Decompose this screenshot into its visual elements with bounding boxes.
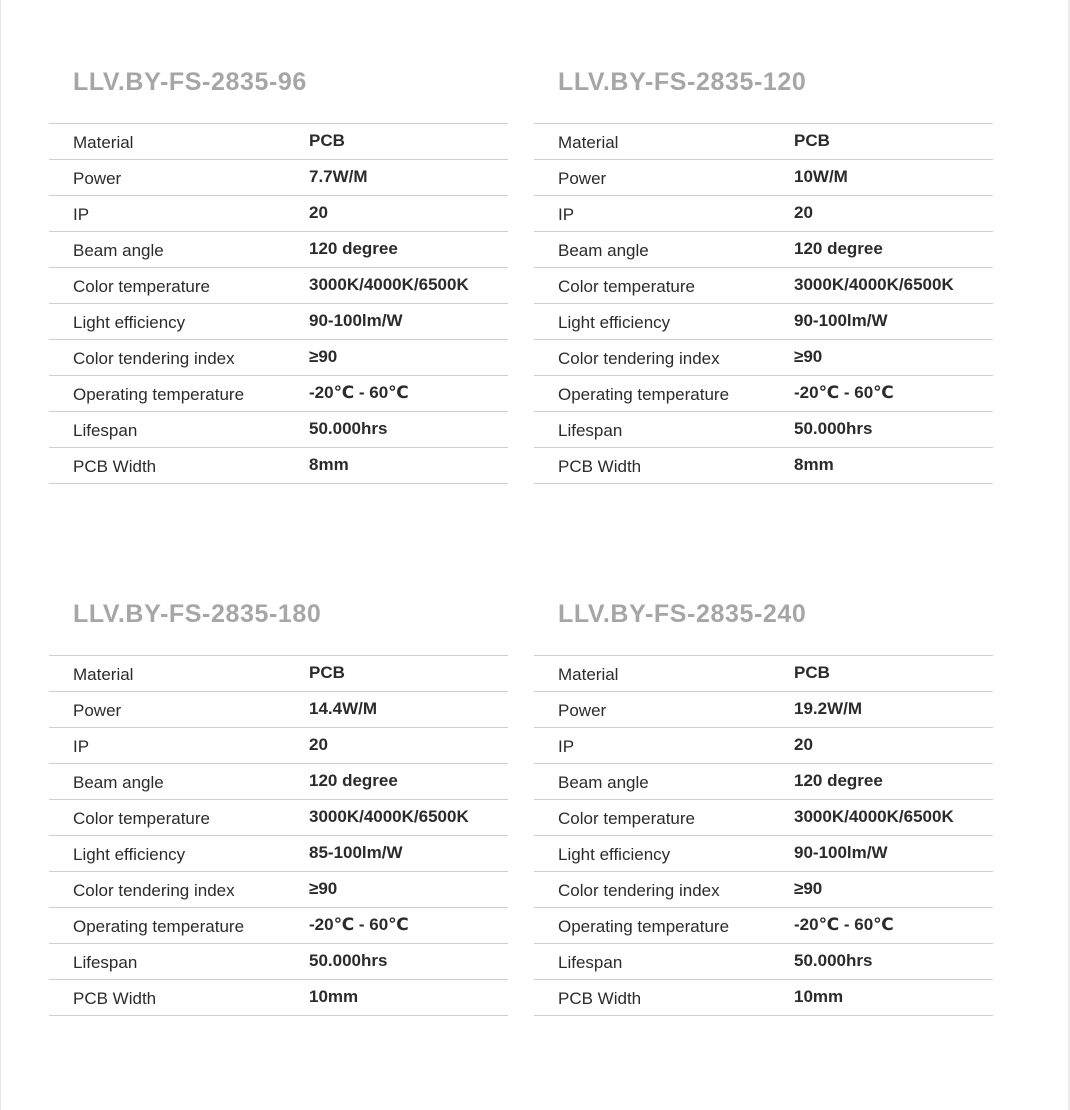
spec-row-lifespan	[49, 944, 508, 980]
spec-label: Beam angle	[73, 240, 164, 260]
spec-label: IP	[73, 736, 90, 756]
spec-label: Light efficiency	[73, 312, 186, 332]
spec-label: Light efficiency	[73, 844, 186, 864]
spec-row-pcb-width	[49, 980, 508, 1016]
spec-row-color-index	[534, 340, 993, 376]
spec-label: Lifespan	[73, 420, 138, 440]
spec-label: Color tendering index	[558, 348, 720, 368]
spec-row-power	[534, 160, 993, 196]
spec-label: Light efficiency	[558, 844, 671, 864]
spec-value: ≥90	[309, 878, 338, 898]
spec-label: Color temperature	[558, 276, 696, 296]
spec-label: Color temperature	[558, 808, 696, 828]
spec-value: 10mm	[309, 986, 359, 1006]
spec-value: 8mm	[309, 454, 349, 474]
spec-label: Color tendering index	[73, 348, 235, 368]
spec-value: PCB	[794, 662, 830, 682]
spec-value: PCB	[794, 130, 830, 150]
spec-value: 7.7W/M	[309, 166, 368, 186]
spec-row-pcb-width	[534, 448, 993, 484]
spec-value: 3000K/4000K/6500K	[309, 274, 469, 294]
spec-label: Color temperature	[73, 808, 211, 828]
spec-label: Material	[73, 132, 134, 152]
spec-label: Beam angle	[558, 240, 649, 260]
spec-table	[534, 123, 993, 484]
spec-value: 90-100lm/W	[794, 842, 888, 862]
spec-row-power	[534, 692, 993, 728]
spec-value: -20℃ - 60℃	[309, 382, 409, 402]
spec-row-pcb-width	[49, 448, 508, 484]
spec-value: PCB	[309, 662, 345, 682]
spec-label: Lifespan	[558, 952, 623, 972]
spec-value: 20	[794, 734, 813, 754]
spec-row-light-efficiency	[49, 304, 508, 340]
spec-label: PCB Width	[558, 456, 642, 476]
spec-label: Power	[73, 168, 122, 188]
spec-row-material	[49, 124, 508, 160]
spec-table	[49, 655, 508, 1016]
spec-label: IP	[73, 204, 90, 224]
spec-title: LLV.BY-FS-2835-180	[73, 600, 322, 628]
spec-row-pcb-width	[534, 980, 993, 1016]
spec-label: Color tendering index	[558, 880, 720, 900]
spec-row-color-index	[49, 340, 508, 376]
spec-value: 50.000hrs	[309, 418, 388, 438]
spec-label: Beam angle	[73, 772, 164, 792]
spec-label: IP	[558, 736, 575, 756]
spec-value: 50.000hrs	[794, 418, 873, 438]
spec-value: 20	[309, 734, 328, 754]
spec-label: Operating temperature	[558, 916, 730, 936]
spec-label: Power	[558, 168, 607, 188]
spec-row-color-temperature	[49, 800, 508, 836]
spec-row-beam-angle	[49, 764, 508, 800]
spec-row-light-efficiency	[534, 304, 993, 340]
spec-value: 20	[794, 202, 813, 222]
spec-value: 120 degree	[794, 238, 883, 258]
spec-value: 120 degree	[309, 238, 398, 258]
spec-table	[534, 655, 993, 1016]
spec-row-light-efficiency	[534, 836, 993, 872]
spec-value: 120 degree	[794, 770, 883, 790]
spec-title: LLV.BY-FS-2835-120	[558, 68, 807, 96]
spec-block-2835-96	[49, 67, 508, 484]
spec-row-power	[49, 160, 508, 196]
spec-value: 10mm	[794, 986, 844, 1006]
spec-row-color-index	[534, 872, 993, 908]
spec-row-beam-angle	[534, 232, 993, 268]
spec-value: 3000K/4000K/6500K	[794, 274, 954, 294]
spec-value: 3000K/4000K/6500K	[309, 806, 469, 826]
spec-label: Lifespan	[558, 420, 623, 440]
page-left-edge	[0, 0, 1, 1110]
spec-row-color-temperature	[534, 268, 993, 304]
spec-value: 90-100lm/W	[794, 310, 888, 330]
spec-value: 90-100lm/W	[309, 310, 403, 330]
spec-row-beam-angle	[534, 764, 993, 800]
spec-row-light-efficiency	[49, 836, 508, 872]
spec-label: Light efficiency	[558, 312, 671, 332]
spec-block-2835-240	[534, 599, 993, 1016]
spec-row-color-temperature	[49, 268, 508, 304]
spec-row-color-temperature	[534, 800, 993, 836]
spec-value: 8mm	[794, 454, 834, 474]
spec-value: 19.2W/M	[794, 698, 863, 718]
spec-row-operating-temperature	[534, 376, 993, 412]
spec-row-color-index	[49, 872, 508, 908]
spec-label: Color tendering index	[73, 880, 235, 900]
spec-label: Power	[558, 700, 607, 720]
spec-label: Material	[558, 664, 619, 684]
spec-row-material	[534, 656, 993, 692]
spec-label: Lifespan	[73, 952, 138, 972]
spec-row-power	[49, 692, 508, 728]
spec-value: -20℃ - 60℃	[794, 382, 894, 402]
spec-value: PCB	[309, 130, 345, 150]
spec-title: LLV.BY-FS-2835-96	[73, 68, 307, 96]
spec-row-material	[49, 656, 508, 692]
spec-value: 14.4W/M	[309, 698, 378, 718]
spec-label: PCB Width	[73, 988, 157, 1008]
spec-value: 20	[309, 202, 328, 222]
spec-row-beam-angle	[49, 232, 508, 268]
spec-row-lifespan	[534, 944, 993, 980]
spec-row-operating-temperature	[534, 908, 993, 944]
spec-row-ip	[49, 196, 508, 232]
spec-value: ≥90	[794, 346, 823, 366]
spec-row-operating-temperature	[49, 376, 508, 412]
spec-label: Power	[73, 700, 122, 720]
spec-table	[49, 123, 508, 484]
spec-value: 120 degree	[309, 770, 398, 790]
spec-label: PCB Width	[558, 988, 642, 1008]
spec-value: 3000K/4000K/6500K	[794, 806, 954, 826]
spec-label: Operating temperature	[558, 384, 730, 404]
spec-label: Material	[73, 664, 134, 684]
spec-value: 10W/M	[794, 166, 848, 186]
spec-value: 85-100lm/W	[309, 842, 403, 862]
spec-label: Operating temperature	[73, 916, 245, 936]
spec-block-2835-120	[534, 67, 993, 484]
spec-label: IP	[558, 204, 575, 224]
spec-row-material	[534, 124, 993, 160]
spec-value: -20℃ - 60℃	[309, 914, 409, 934]
spec-value: 50.000hrs	[309, 950, 388, 970]
spec-label: PCB Width	[73, 456, 157, 476]
spec-value: ≥90	[309, 346, 338, 366]
spec-value: 50.000hrs	[794, 950, 873, 970]
spec-row-ip	[534, 196, 993, 232]
spec-label: Color temperature	[73, 276, 211, 296]
spec-row-lifespan	[49, 412, 508, 448]
spec-block-2835-180	[49, 599, 508, 1016]
spec-label: Operating temperature	[73, 384, 245, 404]
spec-row-ip	[534, 728, 993, 764]
spec-row-lifespan	[534, 412, 993, 448]
spec-value: -20℃ - 60℃	[794, 914, 894, 934]
spec-title: LLV.BY-FS-2835-240	[558, 600, 807, 628]
spec-row-ip	[49, 728, 508, 764]
spec-row-operating-temperature	[49, 908, 508, 944]
spec-value: ≥90	[794, 878, 823, 898]
spec-label: Beam angle	[558, 772, 649, 792]
spec-label: Material	[558, 132, 619, 152]
